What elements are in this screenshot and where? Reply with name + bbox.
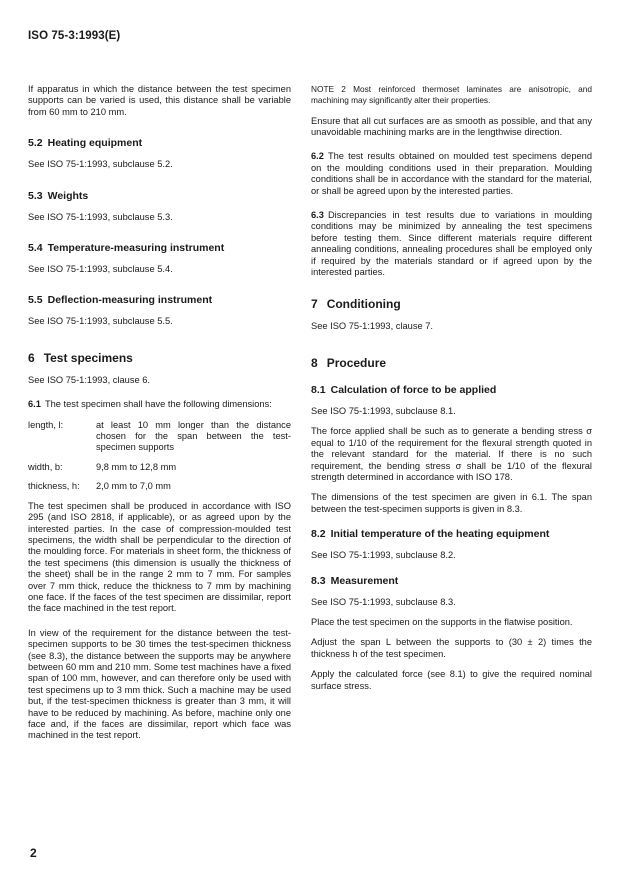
section-8-2-text: See ISO 75-1:1993, subclause 8.2. [311,550,456,561]
dimension-length: length, l: at least 10 mm longer than the distance chosen for the span between the test-specimen supports [28,419,291,453]
section-5-4-heading: 5.4 Temperature-measuring instrument [28,242,225,255]
section-5-5-heading: 5.5 Deflection-measuring instrument [28,294,213,307]
section-8-1-text-2: The force applied shall be such as to generate a bending stress σ equal to 1/10 of the requirement for the flexural strength quoted in the relevant standard for the material. If there is no such requirement, the bending stress σ shall be 1/10 of the flexural strength determined in accordance with ISO 178. [311,426,592,482]
section-6-1-paragraph-1: The test specimen shall be produced in accordance with ISO 295 (and ISO 2818, if applicable), or as agreed upon by the interested parties. In the case of compression-moulded test specimens, the width shall be perpendicular to the direction of the moulding force. For materials in sheet form, the thickness of the test specimens (this dimension is usually the thickness of the sheet) shall be in the range 2 mm to 7 mm. For samples over 7 mm thick, reduce the thickness to 7 mm by machining one face. If the faces of the test specimen are dissimilar, report the face machined in the test report. [28,500,291,614]
intro-paragraph: If apparatus in which the distance between the test specimen supports can be varied is used, this distance shall be variable from 60 mm to 210 mm. [28,84,291,117]
section-5-3-text: See ISO 75-1:1993, subclause 5.3. [28,211,173,222]
section-6-3-paragraph: 6.3 Discrepancies in test results due to variations in moulding conditions may be minimized by annealing the test specimens before testing them. Since different materials require different annealing conditions, annealing procedures shall be employed only if required by the materials standard or if agreed upon by the interested parties. [311,210,592,278]
dimension-width: width, b: 9,8 mm to 12,8 mm [28,461,177,472]
section-8-2-heading: 8.2 Initial temperature of the heating equipment [311,528,550,541]
section-6-1-intro: 6.1 The test specimen shall have the following dimensions: [28,399,272,410]
ensure-paragraph: Ensure that all cut surfaces are as smooth as possible, and that any unavoidable machining marks are in the lengthwise direction. [311,115,592,137]
section-7-heading: 7 Conditioning [311,297,401,312]
section-8-3-text-4: Apply the calculated force (see 8.1) to give the required nominal surface stress. [311,669,592,691]
page-header: ISO 75-3:1993(E) [28,30,121,42]
section-6-1-paragraph-2: In view of the requirement for the distance between the test-specimen supports to be 30 times the test-specimen thickness (see 8.3), the distance between the supports may be anywhere between 60 mm and 210 mm. Some test machines have a fixed span of 100 mm, however, and can therefore only be used with test specimens up to 3 mm thick. Such a machine may be used but, if the test-specimen thickness is greater than 3 mm, it will have to be reduced by machining. As before, machine only one face and, if the faces are dissimilar, report which face was machined in the test report. [28,627,291,741]
left-column [28,84,291,751]
section-6-text: See ISO 75-1:1993, clause 6. [28,374,150,385]
section-8-1-text-3: The dimensions of the test specimen are given in 6.1. The span between the test-specimen supports is given in 8.3. [311,492,592,514]
note-2: NOTE 2 Most reinforced thermoset laminates are anisotropic, and machining may significantly alter their properties. [311,84,592,105]
right-column [311,84,592,701]
section-8-3-heading: 8.3 Measurement [311,574,399,587]
section-8-3-text-1: See ISO 75-1:1993, subclause 8.3. [311,596,456,607]
dimension-thickness: thickness, h: 2,0 mm to 7,0 mm [28,481,171,492]
section-8-1-heading: 8.1 Calculation of force to be applied [311,383,497,396]
section-5-3-heading: 5.3 Weights [28,189,89,202]
page-number: 2 [30,846,37,860]
section-8-3-text-3: Adjust the span L between the supports to (30 ± 2) times the thickness h of the test specimen. [311,637,592,659]
section-5-5-text: See ISO 75-1:1993, subclause 5.5. [28,316,173,327]
section-8-heading: 8 Procedure [311,355,387,370]
section-6-heading: 6 Test specimens [28,350,133,365]
section-5-4-text: See ISO 75-1:1993, subclause 5.4. [28,264,173,275]
section-7-text: See ISO 75-1:1993, clause 7. [311,321,433,332]
section-6-2-paragraph: 6.2 The test results obtained on moulded test specimens depend on the moulding conditions used in their preparation. Moulding conditions shall be in accordance with the standard for the material, or shall be agreed upon by the interested parties. [311,151,592,196]
section-8-1-text-1: See ISO 75-1:1993, subclause 8.1. [311,405,456,416]
section-5-2-heading: 5.2 Heating equipment [28,137,143,150]
section-5-2-text: See ISO 75-1:1993, subclause 5.2. [28,159,173,170]
section-8-3-text-2: Place the test specimen on the supports in the flatwise position. [311,616,573,627]
